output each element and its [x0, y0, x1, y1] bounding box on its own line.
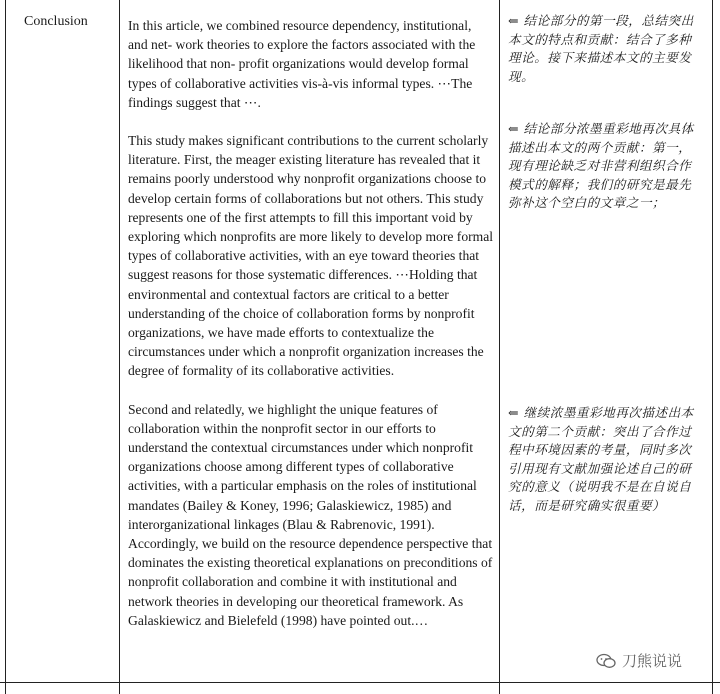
paragraph-2: This study makes significant contributions to the current scholarly literature. First, the meager existing literature has revealed that it remains poorly understood why nonprofit organizations choose to develop certain forms of collaborations but not others. This study represents one of the first attempts to fill this important void by exploring which nonprofits are more likely to develop more formal types of collaborative activities, with an eye toward theories that suggest reasons for those systematic differences. ⋯Holding that environmental and contextual factors are critical to a better understanding of the choice of collaboration forms by nonprofit organizations, we have made efforts to contextualize the circumstances under which a nonprofit organization increases the degree of formality of its collaborative activities.: [128, 133, 494, 379]
section-label: Conclusion: [24, 14, 88, 29]
table-column-divider-2: [499, 0, 500, 694]
wechat-icon: [596, 653, 616, 669]
table-border-left: [5, 0, 6, 694]
conclusion-text: [128, 16, 494, 649]
annotation-3: ⇐ 继续浓墨重彩地再次描述出本文的第二个贡献：突出了合作过程中环境因素的考量，同时多次引用现有文献加强论述自己的研究的意义（说明我不是在自说自话，而是研究确实很重要）: [508, 405, 694, 513]
paragraph-1: In this article, we combined resource dependency, institutional, and net- work theories to explore the factors associated with the likelihood that non- profit organizations would develop formal types of collaborative activities vis-à-vis informal types. ⋯The findings suggest that ⋯.: [128, 18, 476, 110]
table-column-divider-1: [119, 0, 120, 694]
annotation-2: ⇐ 结论部分浓墨重彩地再次具体描述出本文的两个贡献：第一，现有理论缺乏对非营利组织合作模式的解释；我们的研究是最先弥补这个空白的文章之一；: [508, 121, 694, 210]
annotation-1: ⇐ 结论部分的第一段，总结突出本文的特点和贡献：结合了多种理论。接下来描述本文的主要发现。: [508, 13, 694, 84]
watermark: [594, 650, 684, 671]
paragraph-3: Second and relatedly, we highlight the unique features of collaboration within the nonprofit sector in our efforts to understand the contextual circumstances under which nonprofit organizations choose among different types of collaborative activities, with a particular emphasis on the roles of institutional mandates (Bailey & Koney, 1996; Galaskiewicz, 1985) and interorganizational linkages (Blau & Rabrenovic, 1991). Accordingly, we build on the resource dependence perspective that dominates the existing theoretical explanations on preconditions of nonprofit collaboration and combine it with institutional and network theories in developing our theoretical framework. As Galaskiewicz and Bielefeld (1998) have pointed out.…: [128, 401, 493, 628]
watermark-text: 刀熊说说: [622, 652, 683, 670]
table-row-divider: [0, 682, 720, 683]
table-border-right: [712, 0, 713, 694]
